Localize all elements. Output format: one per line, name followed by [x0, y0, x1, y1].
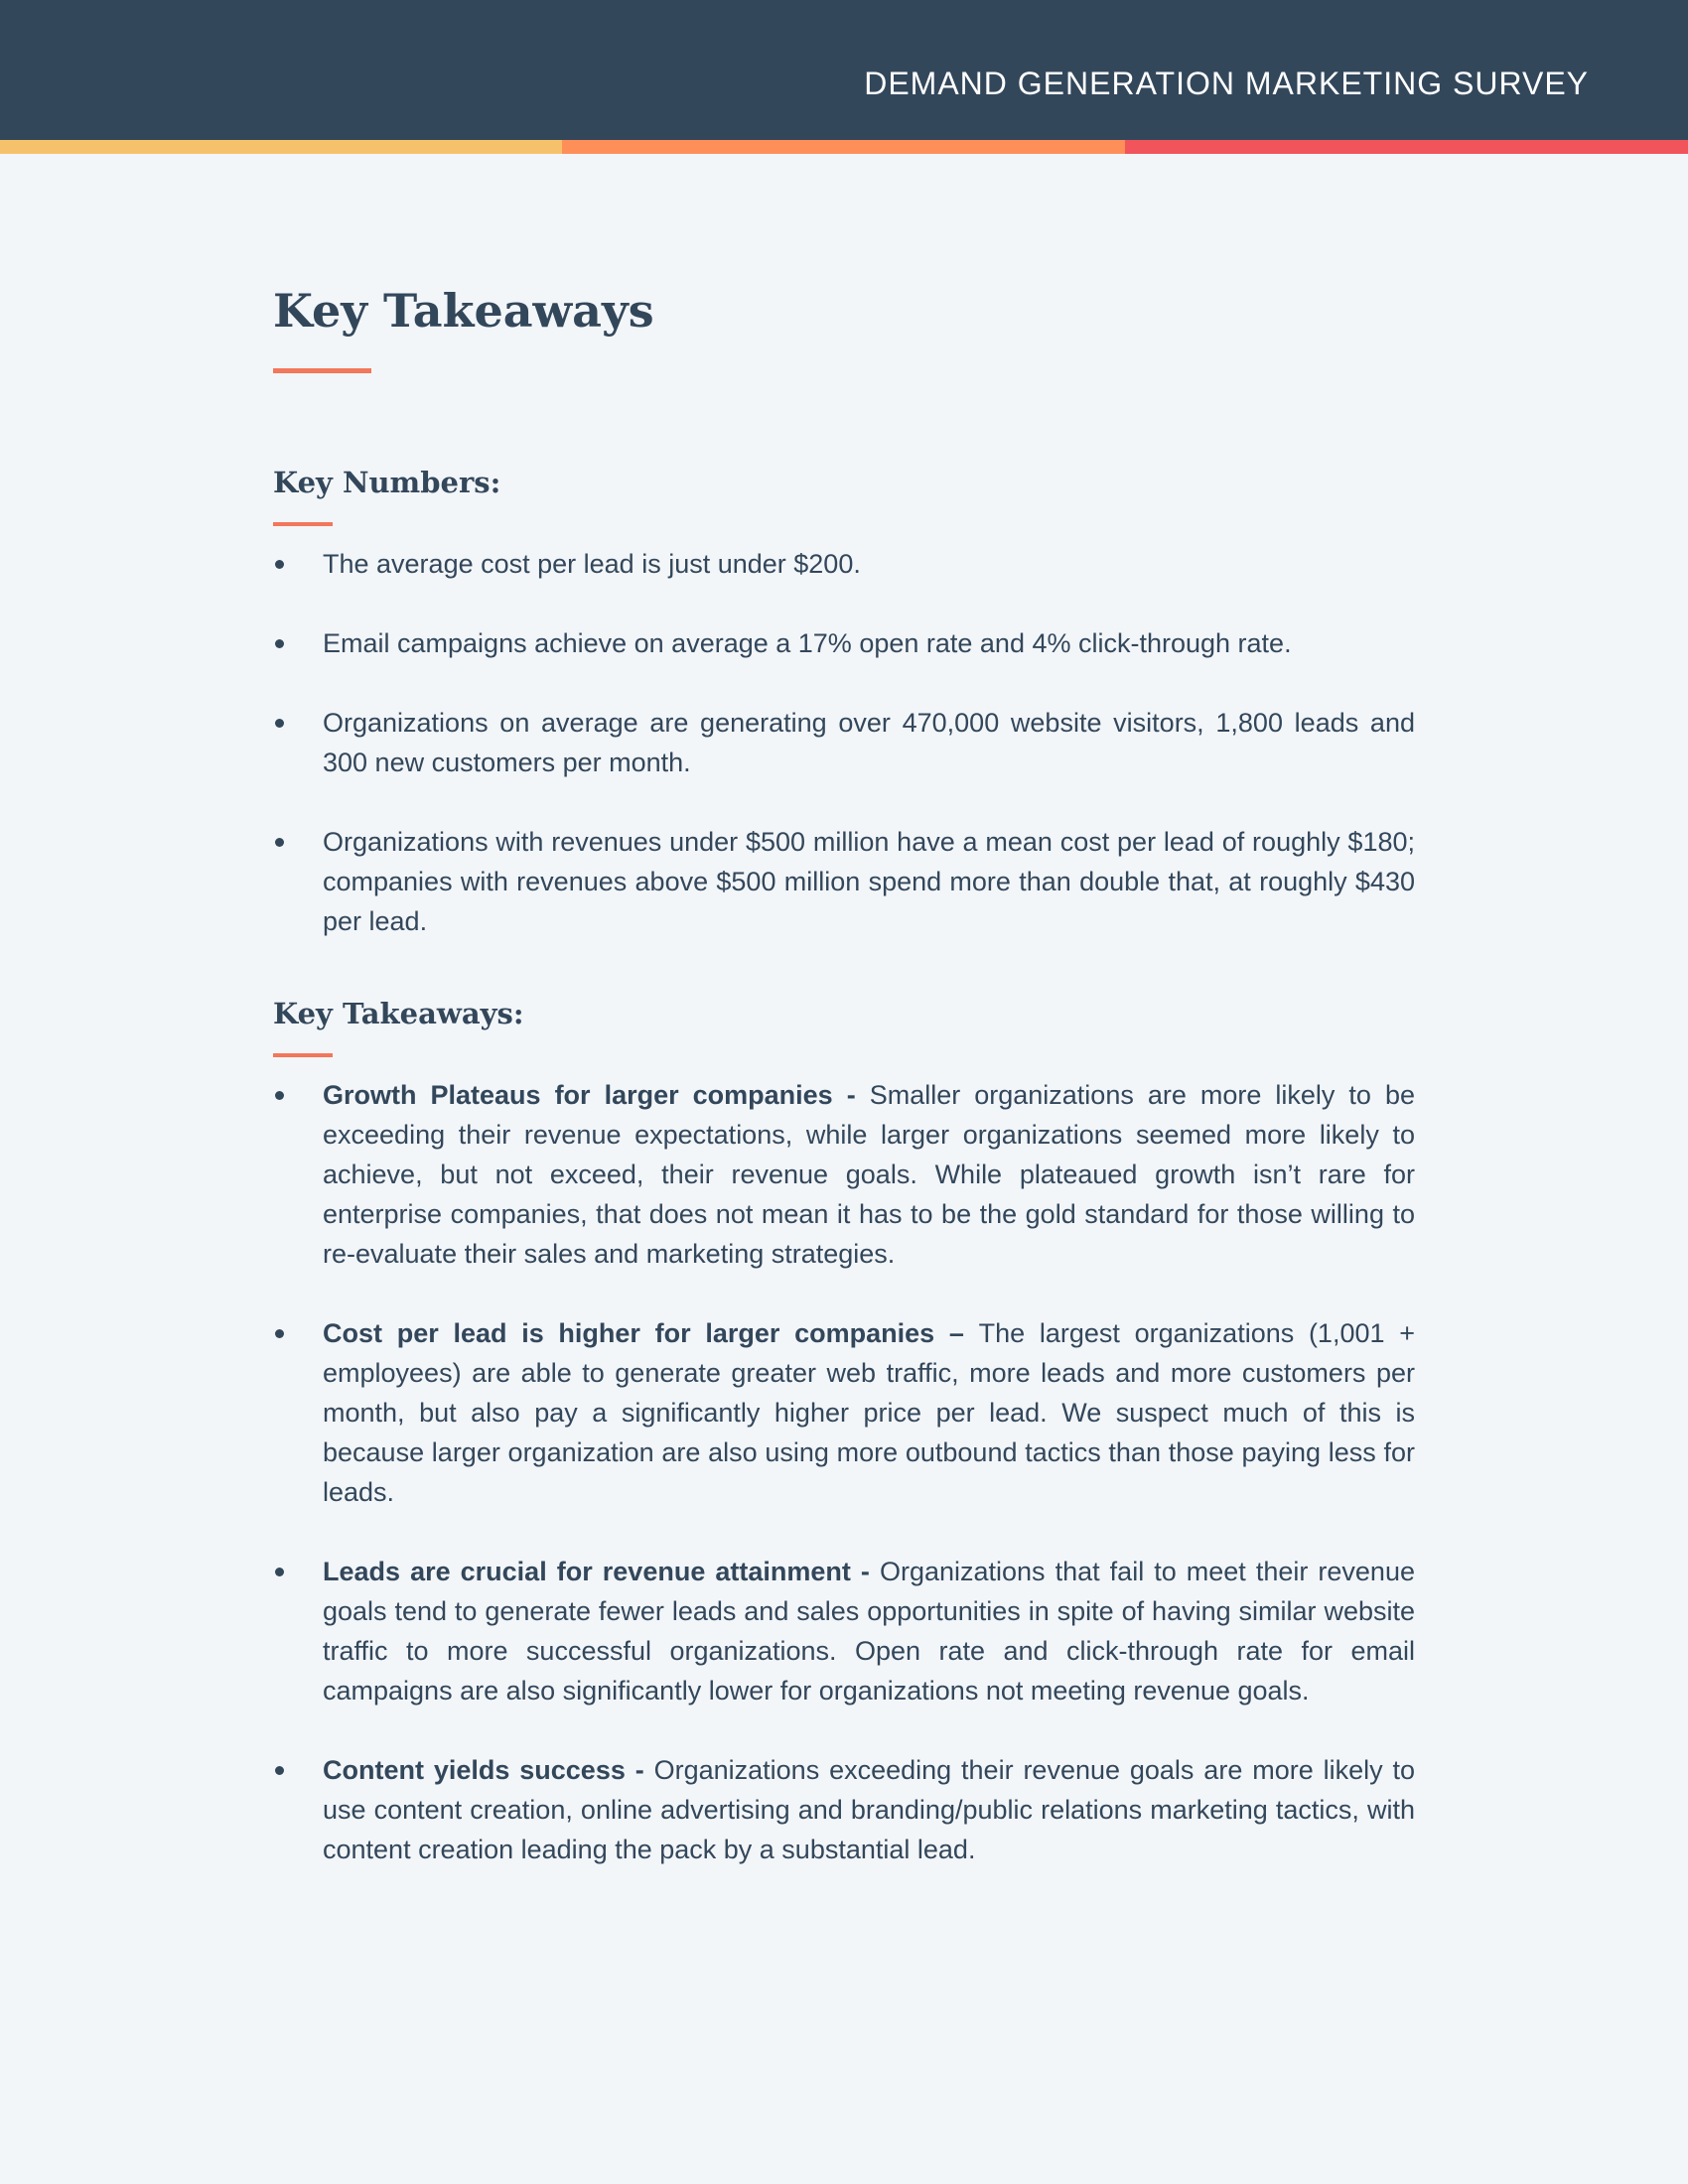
list-item: [273, 544, 1415, 584]
key-numbers-heading: Key Numbers:: [273, 466, 501, 499]
bullet-icon: [275, 639, 284, 648]
list-item: [273, 1552, 1415, 1710]
key-numbers-section: [273, 463, 1415, 941]
list-item: [273, 1313, 1415, 1512]
list-item-text: The average cost per lead is just under $200.: [323, 549, 861, 579]
title-underline: [273, 368, 371, 373]
takeaway-text: Organizations exceeding their revenue goals are more likely to use content creation, online advertising and branding/public relations marketing tactics, with content creation leading the pack by a substantial lead.: [323, 1755, 1416, 1864]
takeaway-text: Smaller organizations are more likely to be exceeding their revenue expectations, while larger organizations seemed more likely to achieve, but not exceed, their revenue goals. While plateaued growth isn’t rare for enterprise companies, that does not mean it has to be the gold standard for those willing to re-evaluate their sales and marketing strategies.: [323, 1080, 1415, 1269]
takeaway-text: Organizations that fail to meet their revenue goals tend to generate fewer leads and sales opportunities in spite of having similar website traffic to more successful organizations. Open rate and click-through rate for email campaigns are also significantly lower for organizations not meeting revenue goals.: [323, 1557, 1415, 1706]
takeaway-lead: Cost per lead is higher for larger companies –: [323, 1318, 979, 1348]
list-item: [273, 1075, 1415, 1274]
list-item: [273, 703, 1415, 782]
main-content: [273, 278, 1415, 1869]
key-takeaways-section: [273, 994, 1415, 1869]
bullet-icon: [275, 1329, 284, 1338]
bullet-icon: [275, 560, 284, 569]
takeaway-lead: Growth Plateaus for larger companies -: [323, 1080, 870, 1110]
report-title: DEMAND GENERATION MARKETING SURVEY: [864, 66, 1589, 101]
takeaway-lead: Content yields success -: [323, 1755, 654, 1785]
header-stripe-orange: [562, 140, 1125, 154]
key-takeaways-list: [273, 1075, 1415, 1869]
takeaway-lead: Leads are crucial for revenue attainment -: [323, 1557, 880, 1586]
page-title: Key Takeaways: [273, 284, 654, 338]
page-header: [0, 0, 1688, 140]
bullet-icon: [275, 838, 284, 847]
key-numbers-list: [273, 544, 1415, 941]
list-item-text: Email campaigns achieve on average a 17% open rate and 4% click-through rate.: [323, 628, 1292, 658]
key-numbers-underline: [273, 522, 333, 526]
list-item: [273, 822, 1415, 941]
bullet-icon: [275, 1766, 284, 1775]
list-item: [273, 1750, 1415, 1869]
header-stripe-yellow: [0, 140, 562, 154]
list-item: [273, 623, 1415, 663]
header-stripe-red: [1125, 140, 1688, 154]
key-takeaways-heading: Key Takeaways:: [273, 997, 524, 1030]
key-takeaways-underline: [273, 1053, 333, 1057]
list-item-text: Organizations on average are generating over 470,000 website visitors, 1,800 leads and 300 new customers per month.: [323, 708, 1415, 777]
bullet-icon: [275, 719, 284, 728]
bullet-icon: [275, 1091, 284, 1100]
takeaway-text: The largest organizations (1,001 + employees) are able to generate greater web traffic, more leads and more customers per month, but also pay a significantly higher price per lead. We suspect much of this is because larger organization are also using more outbound tactics than those paying less for leads.: [323, 1318, 1415, 1507]
bullet-icon: [275, 1568, 284, 1576]
list-item-text: Organizations with revenues under $500 million have a mean cost per lead of roughly $180; companies with revenues above $500 million spend more than double that, at roughly $430 per lead.: [323, 827, 1415, 936]
